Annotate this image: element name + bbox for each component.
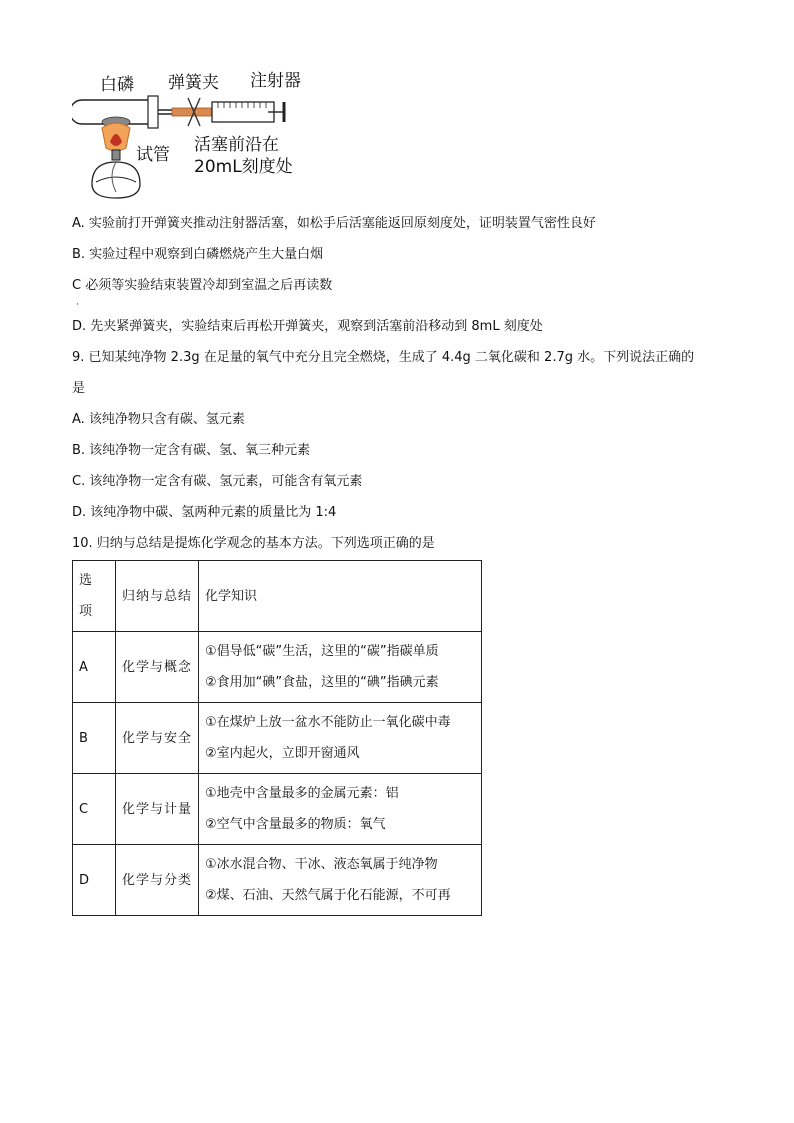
- header-knowledge: [199, 561, 482, 632]
- q8-option-d: D. 先夹紧弹簧夹，实验结束后再松开弹簧夹，观察到活塞前沿移动到 8mL 刻度处: [72, 319, 543, 334]
- q9-option-a: A. 该纯净物只含有碳、氢元素: [72, 412, 245, 427]
- row-c-knowledge: ①地壳中含量最多的金属元素：铝 ②空气中含量最多的物质：氧气: [199, 774, 482, 845]
- q9-stem-line-2: 是: [72, 381, 86, 396]
- table-row: [73, 774, 482, 845]
- q8-option-c: C 必须等实验结束装置冷却到室温之后再读数: [72, 278, 333, 293]
- label-piston-note-2: 20mL刻度处: [194, 157, 293, 177]
- label-test-tube: 试管: [136, 145, 170, 165]
- q9-option-c: C. 该纯净物一定含有碳、氢元素，可能含有氧元素: [72, 474, 363, 489]
- header-category-text: 归纳与总结: [122, 588, 193, 604]
- table-header-row: [73, 561, 482, 632]
- row-c-category: 化学与计量: [116, 774, 199, 845]
- label-spring-clip: 弹簧夹: [168, 73, 219, 93]
- row-d-category: 化学与分类: [116, 845, 199, 916]
- q10-stem: 10. 归纳与总结是提炼化学观念的基本方法。下列选项正确的是: [72, 536, 435, 551]
- label-white-phosphorus: 白磷: [100, 75, 134, 95]
- label-piston-note-1: 活塞前沿在: [194, 135, 279, 155]
- row-d-option: D: [73, 845, 116, 916]
- row-d-knowledge: ①冰水混合物、干冰、液态氧属于纯净物 ②煤、石油、天然气属于化石能源，不可再: [199, 845, 482, 916]
- q10-table: [72, 560, 482, 916]
- q9-option-b: B. 该纯净物一定含有碳、氢、氧三种元素: [72, 443, 311, 458]
- row-b-option: B: [73, 703, 116, 774]
- row-b-category: 化学与安全: [116, 703, 199, 774]
- header-category: [116, 561, 199, 632]
- q8-option-a: A. 实验前打开弹簧夹推动注射器活塞，如松手后活塞能返回原刻度处，证明装置气密性良好: [72, 216, 596, 231]
- header-option: [73, 561, 116, 632]
- table-row: [73, 703, 482, 774]
- q9-option-d: D. 该纯净物中碳、氢两种元素的质量比为 1:4: [72, 505, 337, 520]
- q8-option-b: B. 实验过程中观察到白磷燃烧产生大量白烟: [72, 247, 324, 262]
- apparatus-figure: [72, 58, 332, 208]
- table-row: [73, 845, 482, 916]
- row-a-option: A: [73, 632, 116, 703]
- row-b-knowledge: ①在煤炉上放一盆水不能防止一氧化碳中毒 ②室内起火，立即开窗通风: [199, 703, 482, 774]
- stray-dot: ·: [76, 300, 79, 310]
- label-syringe: 注射器: [250, 71, 301, 91]
- header-knowledge-text: 化学知识: [205, 588, 258, 604]
- row-a-knowledge: ①倡导低“碳”生活，这里的“碳”指碳单质 ②食用加“碘”食盐，这里的“碘”指碘元素: [199, 632, 482, 703]
- row-c-option: C: [73, 774, 116, 845]
- q9-stem-line-1: 9. 已知某纯净物 2.3g 在足量的氧气中充分且完全燃烧，生成了 4.4g 二氧化碳和 2.7g 水。下列说法正确的: [72, 350, 695, 365]
- header-option-text: 选项: [79, 573, 93, 619]
- row-a-category: 化学与概念: [116, 632, 199, 703]
- table-row: [73, 632, 482, 703]
